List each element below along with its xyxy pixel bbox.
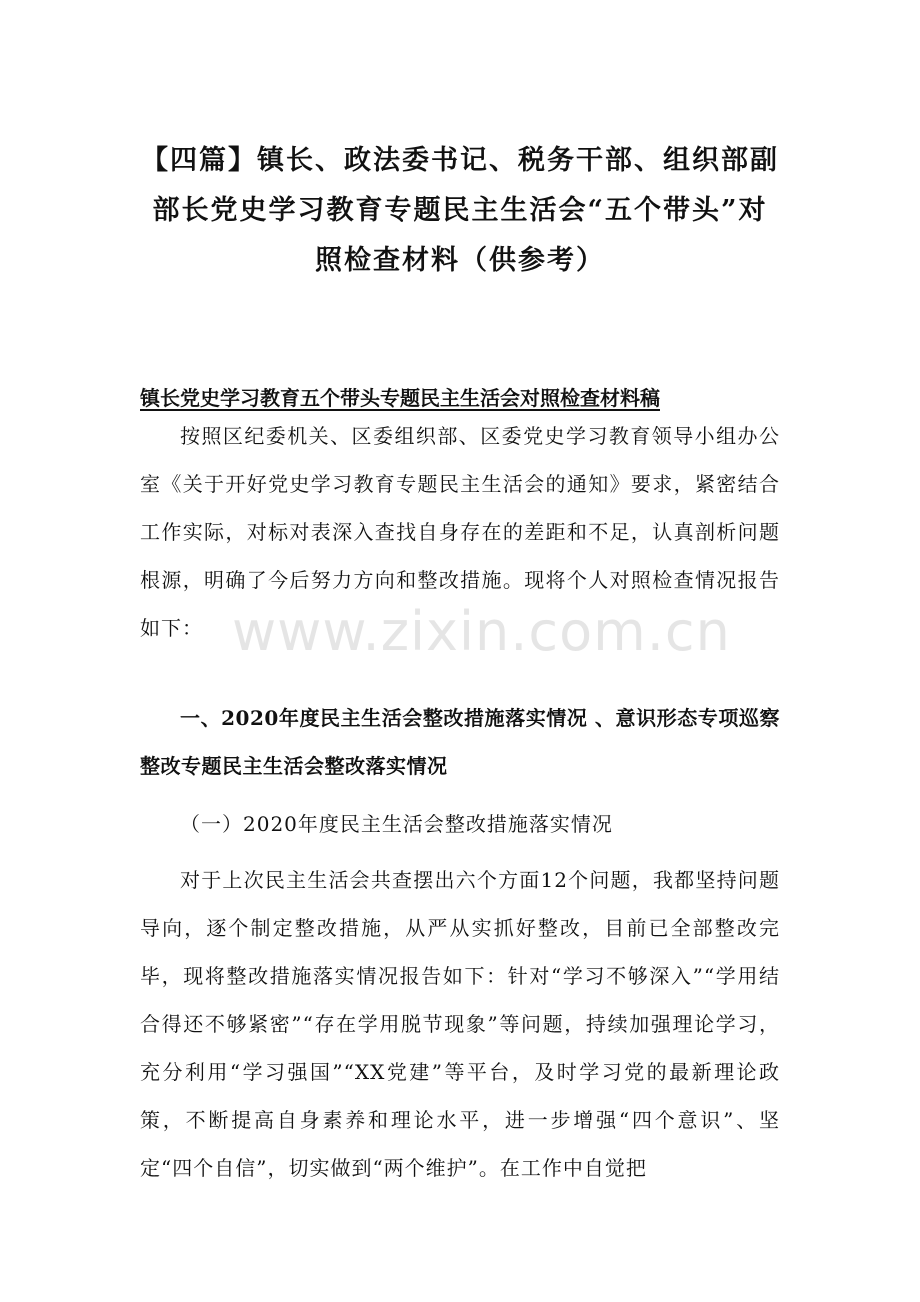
section-heading: 镇长党史学习教育五个带头专题民主生活会对照检查材料稿 [140, 386, 660, 410]
body-paragraph: 对于上次民主生活会共查摆出六个方面12个问题，我都坚持问题导向，逐个制定整改措施，从严从实抓好整改，目前已全部整改完毕，现将整改措施落实情况报告如下：针对“学习不够深入”“学用结合得还不够紧密”“存在学用脱节现象”等问题，持续加强理论学习，充分利用“学习强国”“XX党建”等平台，及时学习党的最新理论政策，不断提高自身素养和理论水平，进一步增强“四个意识”、坚定“四个自信”，切实做到“两个维护”。在工作中自觉把 [140, 868, 780, 1180]
document-title: 【四篇】镇长、政法委书记、税务干部、组织部副部长党史学习教育专题民主生活会“五个带头”对照检查材料（供参考） [141, 145, 779, 276]
heading-one: 一、2020年度民主生活会整改措施落实情况 、意识形态专项巡察整改专题民主生活会整改落实情况 [140, 706, 780, 778]
subheading-one: （一）2020年度民主生活会整改措施落实情况 [180, 812, 613, 836]
watermark: www.zixin.com.cn [232, 600, 731, 663]
intro-paragraph: 按照区纪委机关、区委组织部、区委党史学习教育领导小组办公室《关于开好党史学习教育专题民主生活会的通知》要求，紧密结合工作实际，对标对表深入查找自身存在的差距和不足，认真剖析问题根源，明确了今后努力方向和整改措施。现将个人对照检查情况报告如下： [140, 424, 780, 640]
